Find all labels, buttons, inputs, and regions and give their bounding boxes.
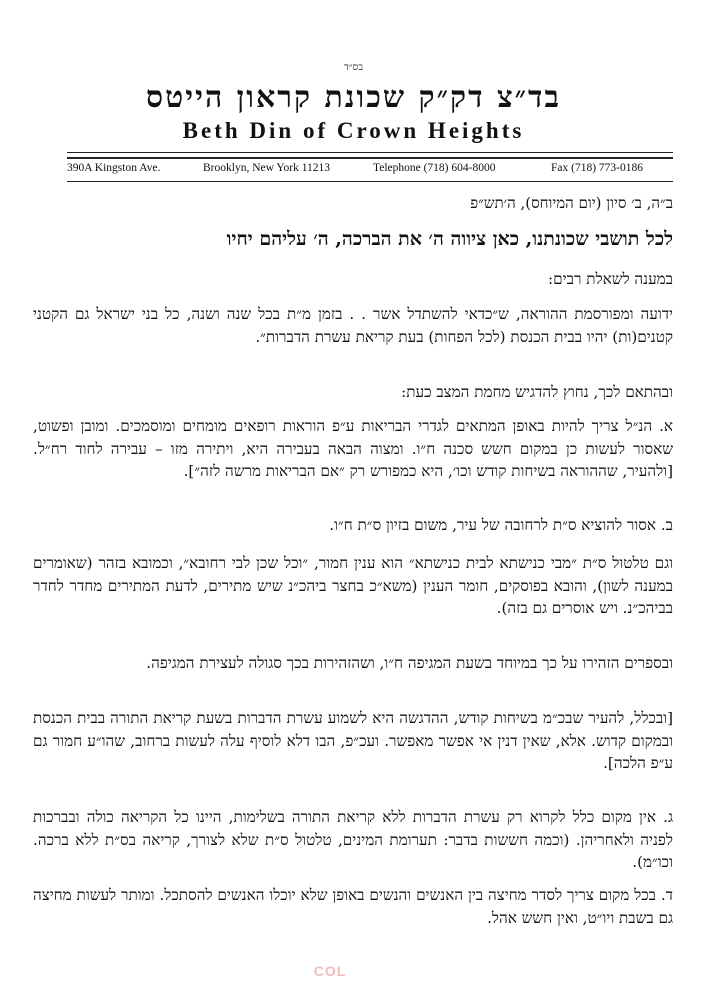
letter-headline: לכל תושבי שכונתנו, כאן ציווה ה׳ את הברכה, ה׳ עליהם יחיו [226, 228, 673, 250]
paragraph: וגם טלטול ס״ת ״מבי כנישתא לבית כנישתא״ הוא ענין חמור, ״וכל שכן לבי רחובא״, וכמובא בזהר (שאומרים במענה לשון), והובא בפוסקים, חומר הענין (משא״כ בחצר ביהכ״נ שיש מתירים, לדעת המתירים מחדר לחדר בביהכ״נ. ויש אוסרים גם בזה). [33, 554, 673, 618]
paragraph: ידועה ומפורסמת ההוראה, ש״כדאי להשתדל אשר . . בזמן מ״ת בכל שנה ושנה, כל בני ישראל גם הקטני קטנים(ות) יהיו בבית הכנסת (לכל הפחות) בעת קריאת עשרת הדברות״. [33, 305, 673, 346]
paragraph: ג. אין מקום כלל לקרוא רק עשרת הדברות ללא קריאת התורה בשלימות, היינו כל הקריאה כולה ובברכות לפניה ולאחריהן. (וכמה חששות בדבר: תערומת המינים, טלטול ס״ת שלא לצורך, קריאה בס״ת ללא ברכה. וכו״מ). [33, 808, 673, 872]
paragraph: ב. אסור להוציא ס״ת לרחובה של עיר, משום בזיון ס״ת ח״ו. [329, 516, 673, 534]
header-rule-thick [67, 157, 673, 159]
bsd-mark: בס״ד [343, 62, 364, 73]
paragraph: ובהתאם לכך, נחוץ להדגיש מחמת המצב כעת: [401, 383, 673, 401]
paragraph: א. הנ״ל צריך להיות באופן המתאים לגדרי הבריאות ע״פ הוראות רופאים מומחים ומוסמכים. ומובן ופשוט, שאסור לעשות כן במקום חשש סכנה ח״ו. ומצוה הבאה בעבירה היא, ויתירה מזו – עבירה לחוד רח״ל. [ולהעיר, שההוראה בשיחות קודש וכו׳, היא כמפורש רק ״אם הבריאות מרשה לזה״]. [33, 417, 673, 481]
paragraph: ד. בכל מקום צריך לסדר מחיצה בין האנשים והנשים באופן שלא יוכלו האנשים להסתכל. ומותר לעשות מחיצה גם בשבת ויו״ט, ואין חשש אהל. [33, 886, 673, 927]
telephone-text: Telephone (718) 604-8000 [373, 162, 496, 174]
watermark-logo: COL [313, 963, 347, 979]
fax-text: Fax (718) 773-0186 [551, 162, 643, 174]
paragraph: ובספרים הזהירו על כך במיוחד בשעת המגיפה ח״ו, ושהזהירות בכך סגולה לעצירת המגיפה. [146, 654, 673, 672]
paragraph: במענה לשאלת רבים: [548, 270, 673, 288]
header-rule-bottom [67, 181, 673, 182]
city-text: Brooklyn, New York 11213 [203, 162, 331, 174]
letter-date: ב״ה, ב׳ סיון (יום המיוחס), ה׳תש״פ [470, 194, 673, 212]
header-rule-thin [67, 152, 673, 153]
address-text: 390A Kingston Ave. [67, 162, 161, 174]
english-letterhead-title: Beth Din of Crown Heights [182, 118, 525, 143]
hebrew-letterhead-title: בד״צ דק״ק שכונת קראון הייטס [146, 80, 561, 115]
paragraph: [ובכלל, להעיר שבכ״מ בשיחות קודש, ההדגשה היא לשמוע עשרת הדברות בשעת קריאת התורה בבית הכנסת ובמקום קדוש. אלא, שאין דנין אי אפשר מאפשר. ועכ״פ, הבו דלא לוסיף עלה לעשות ברחוב, שהו״ע חמור גם ע״פ הלכה]. [33, 709, 673, 773]
